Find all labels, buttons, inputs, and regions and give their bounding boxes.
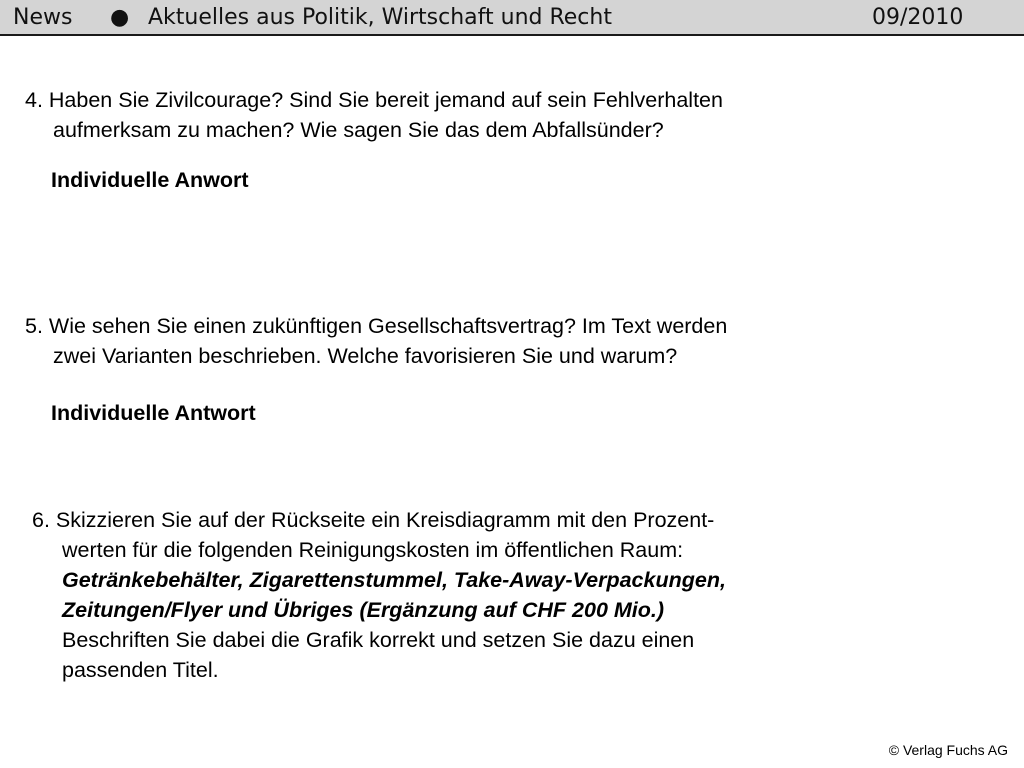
question-5 (25, 311, 727, 371)
question-5-line-2: zwei Varianten beschrieben. Welche favorisieren Sie und warum? (53, 344, 678, 368)
question-4-answer: Individuelle Anwort (51, 168, 249, 192)
question-4 (25, 85, 723, 145)
page-header (0, 0, 1024, 36)
question-6-closing-1: Beschriften Sie dabei die Grafik korrekt und setzen Sie dazu einen (62, 628, 695, 652)
header-bullet: ● (110, 5, 130, 30)
header-topic: Aktuelles aus Politik, Wirtschaft und Recht (148, 5, 612, 30)
copyright-notice: © Verlag Fuchs AG (888, 742, 1008, 758)
question-6-closing-2: passenden Titel. (62, 658, 219, 682)
question-6-line-2: werten für die folgenden Reinigungskosten im öffentlichen Raum: (62, 538, 684, 562)
question-6-emphasis-2: Zeitungen/Flyer und Übriges (Ergänzung auf CHF 200 Mio.) (62, 598, 665, 622)
header-issue: 09/2010 (872, 5, 964, 30)
question-4-line-2: aufmerksam zu machen? Wie sagen Sie das dem Abfallsünder? (53, 118, 664, 142)
question-6 (32, 505, 726, 685)
question-4-line-1: 4. Haben Sie Zivilcourage? Sind Sie bereit jemand auf sein Fehlverhalten (25, 88, 723, 112)
question-6-emphasis-1: Getränkebehälter, Zigarettenstummel, Take-Away-Verpackungen, (62, 568, 726, 592)
question-5-line-1: 5. Wie sehen Sie einen zukünftigen Gesellschaftsvertrag? Im Text werden (25, 314, 728, 338)
question-6-line-1: 6. Skizzieren Sie auf der Rückseite ein Kreisdiagramm mit den Prozent- (32, 508, 715, 532)
question-5-answer: Individuelle Antwort (51, 401, 256, 425)
header-section: News (13, 5, 73, 30)
